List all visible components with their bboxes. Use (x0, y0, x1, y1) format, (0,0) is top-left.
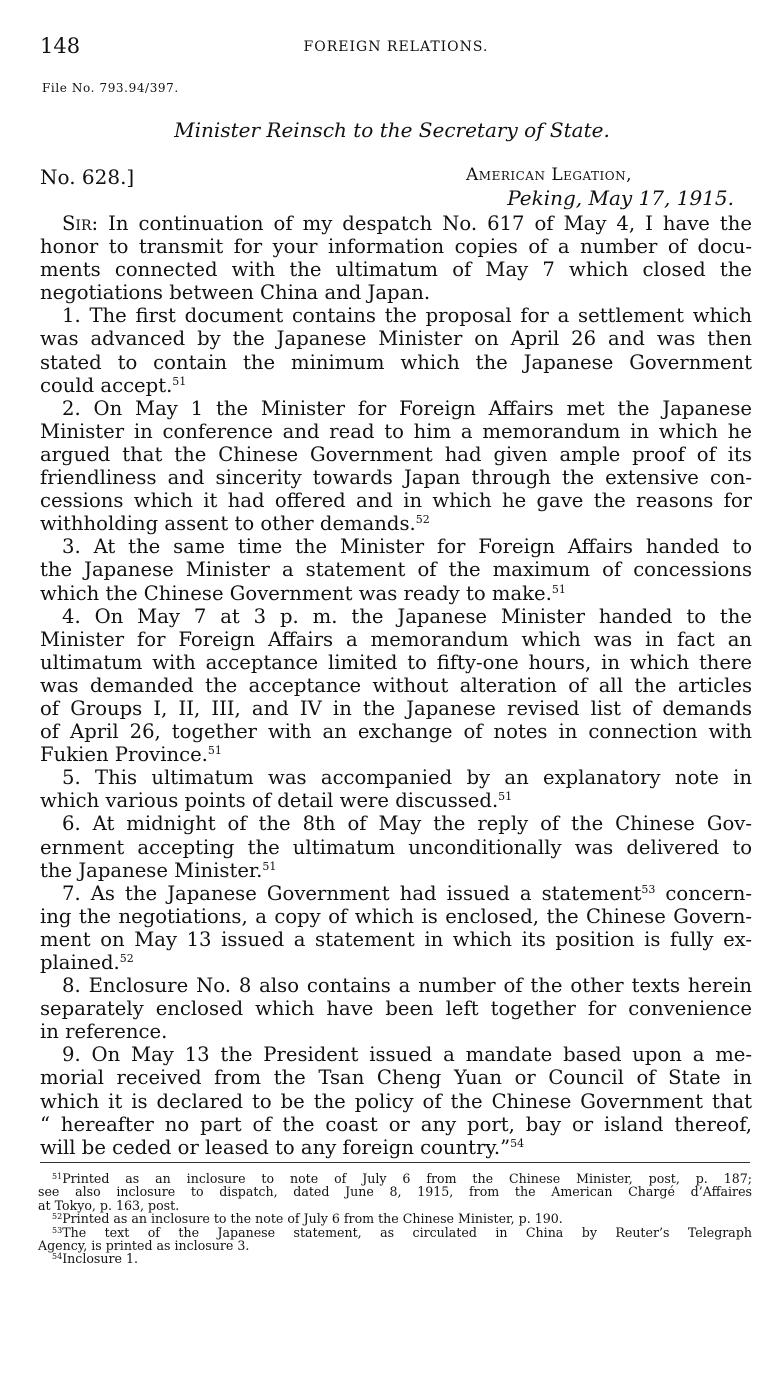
body-line (40, 789, 752, 812)
body-line (40, 674, 752, 697)
footnote-text: see also inclosure to dispatch, dated June 8, 1915, from the American Chargé d’Affaires (38, 1184, 752, 1200)
body-line (40, 766, 752, 789)
body-line (40, 582, 752, 605)
line-text: : In continuation of my despatch No. 617 of May 4, I have the (91, 212, 752, 235)
line-text: argued that the Chinese Government had given ample proof of its (40, 442, 752, 466)
line-text: 3. At the same time the Minister for Foreign Affairs handed to (62, 535, 752, 559)
footnote-ref: 51 (498, 790, 513, 804)
body-line (40, 974, 752, 997)
body-line (40, 651, 752, 674)
line-text: separately enclosed which have been left together for convenience (40, 997, 752, 1021)
body-line (40, 1090, 752, 1113)
body-line (40, 489, 752, 512)
body-line (40, 859, 752, 882)
line-text: 7. As the Japanese Government had issued a statement (62, 881, 642, 905)
line-text: friendliness and sincerity towards Japan through the extensive con- (40, 466, 752, 490)
line-text: in reference. (40, 1020, 168, 1044)
footnote-ref: 51 (172, 374, 187, 388)
line-text: was demanded the acceptance without alteration of all the articles (40, 673, 752, 697)
line-text: ultimatum with acceptance limited to fifty-one hours, in which there (40, 650, 752, 674)
body-line (40, 397, 752, 420)
place-and-date: Peking, May 17, 1915. (507, 186, 734, 210)
line-text: ernment accepting the ultimatum unconditionally was delivered to (40, 835, 752, 859)
body-line (40, 281, 752, 304)
body-line (40, 374, 752, 397)
footnotes (38, 1172, 752, 1266)
footnote-text: Agency, is printed as inclosure 3. (38, 1237, 250, 1253)
body-line (40, 443, 752, 466)
body-line (40, 304, 752, 327)
body-line (40, 697, 752, 720)
page-header (40, 30, 752, 62)
body-line (40, 928, 752, 951)
body-line (40, 1113, 752, 1136)
line-text-after: concern- (655, 881, 752, 905)
body-line (40, 951, 752, 974)
line-text: which the Chinese Government was ready to make. (40, 581, 552, 605)
line-text: 4. On May 7 at 3 p. m. the Japanese Minister handed to the (62, 604, 752, 628)
line-text: plained. (40, 951, 120, 974)
line-text: which various points of detail were discussed. (40, 789, 499, 813)
footnote-ref: 54 (510, 1136, 525, 1150)
line-text: ing the negotiations, a copy of which is enclosed, the Chinese Govern- (40, 904, 752, 928)
line-text: Minister in conference and read to him a memorandum in which he (40, 419, 752, 443)
line-text: the Japanese Minister. (40, 858, 263, 882)
footnote-text: Printed as an inclosure to the note of July 6 from the Chinese Minister, p. 190. (62, 1211, 563, 1227)
line-text: honor to transmit for your information copies of a number of docu- (40, 235, 752, 259)
line-text: Minister for Foreign Affairs a memorandum which was in fact an (40, 627, 752, 651)
line-text: of April 26, together with an exchange of notes in connection with (40, 720, 752, 744)
line-text: of Groups I, II, III, and IV in the Japanese revised list of demands (40, 696, 752, 720)
footnote-line (38, 1226, 752, 1239)
running-head: FOREIGN RELATIONS. (303, 39, 489, 55)
body-line (40, 1043, 752, 1066)
letter-body (40, 212, 752, 1159)
body-line (40, 1066, 752, 1089)
body-line (40, 351, 752, 374)
line-text: cessions which it had offered and in which he gave the reasons for (40, 489, 752, 513)
footnote-number: 54 (52, 1252, 63, 1262)
line-text: 8. Enclosure No. 8 also contains a number of the other texts herein (62, 974, 752, 998)
footnote-ref: 52 (119, 952, 134, 965)
footnote-text: The text of the Japanese statement, as circulated in China by Reuter’s Telegraph (62, 1224, 752, 1240)
line-text: the Japanese Minister a statement of the maximum of concessions (40, 558, 752, 582)
footnote-line (38, 1212, 752, 1225)
line-text: “ hereafter no part of the coast or any port, bay or island thereof, (40, 1112, 752, 1136)
line-text: which it is declared to be the policy of the Chinese Government that (40, 1089, 752, 1113)
body-line (40, 1020, 752, 1043)
footnote-number: 51 (52, 1172, 63, 1181)
document-title: Minister Reinsch to the Secretary of State. (174, 118, 610, 142)
footnote-ref: 53 (641, 882, 656, 896)
line-text: Fukien Province. (40, 743, 208, 767)
footnote-text: Inclosure 1. (62, 1251, 139, 1267)
body-line (40, 1136, 752, 1159)
line-text: 2. On May 1 the Minister for Foreign Affairs met the Japanese (62, 396, 752, 420)
line-text: could accept. (40, 373, 173, 397)
footnote-number: 53 (52, 1225, 63, 1235)
footnote-ref: 51 (551, 582, 566, 596)
body-line (40, 605, 752, 628)
line-text: ments connected with the ultimatum of May 7 which closed the (40, 258, 752, 282)
footnote-ref: 52 (415, 513, 430, 527)
salutation: Sir (62, 212, 92, 235)
body-line (40, 882, 752, 905)
footnote-ref: 51 (207, 744, 222, 758)
footnote-text: at Tokyo, p. 163, post. (38, 1197, 180, 1213)
line-text: stated to contain the minimum which the Japanese Government (40, 350, 752, 374)
footnote-line (38, 1199, 752, 1212)
body-line (40, 836, 752, 859)
body-line (40, 212, 752, 235)
line-text: was advanced by the Japanese Minister on April 26 and was then (40, 327, 752, 351)
footnote-line (38, 1185, 752, 1198)
footnote-line (38, 1172, 752, 1185)
legation-name: American Legation, (466, 165, 632, 185)
body-line (40, 812, 752, 835)
body-line (40, 628, 752, 651)
body-line (40, 420, 752, 443)
body-line (40, 905, 752, 928)
line-text: 6. At midnight of the 8th of May the reply of the Chinese Gov- (62, 812, 752, 836)
body-line (40, 466, 752, 489)
footnote-number: 52 (52, 1212, 63, 1222)
line-text: 9. On May 13 the President issued a mandate based upon a me- (62, 1043, 752, 1067)
footnote-rule (40, 1162, 750, 1163)
line-text: withholding assent to other demands. (40, 512, 416, 536)
body-line (40, 743, 752, 766)
body-line (40, 258, 752, 281)
body-line (40, 535, 752, 558)
despatch-number: No. 628.] (40, 165, 135, 189)
page-number: 148 (40, 34, 81, 58)
footnote-line (38, 1239, 752, 1252)
body-line (40, 235, 752, 258)
footnote-ref: 51 (262, 859, 277, 873)
line-text: 1. The first document contains the proposal for a settlement which (62, 304, 752, 328)
line-text: 5. This ultimatum was accompanied by an explanatory note in (62, 766, 752, 790)
footnote-line (38, 1252, 752, 1265)
line-text: negotiations between China and Japan. (40, 281, 431, 305)
footnote-text: Printed as an inclosure to note of July 6 from the Chinese Minister, post, p. 187; (62, 1171, 752, 1186)
body-line (40, 327, 752, 350)
body-line (40, 558, 752, 581)
line-text: will be ceded or leased to any foreign country.” (40, 1135, 511, 1159)
body-line (40, 720, 752, 743)
body-line (40, 512, 752, 535)
line-text: morial received from the Tsan Cheng Yuan or Council of State in (40, 1066, 752, 1090)
line-text: ment on May 13 issued a statement in which its position is fully ex- (40, 927, 752, 951)
file-number: File No. 793.94/397. (42, 81, 179, 95)
body-line (40, 997, 752, 1020)
